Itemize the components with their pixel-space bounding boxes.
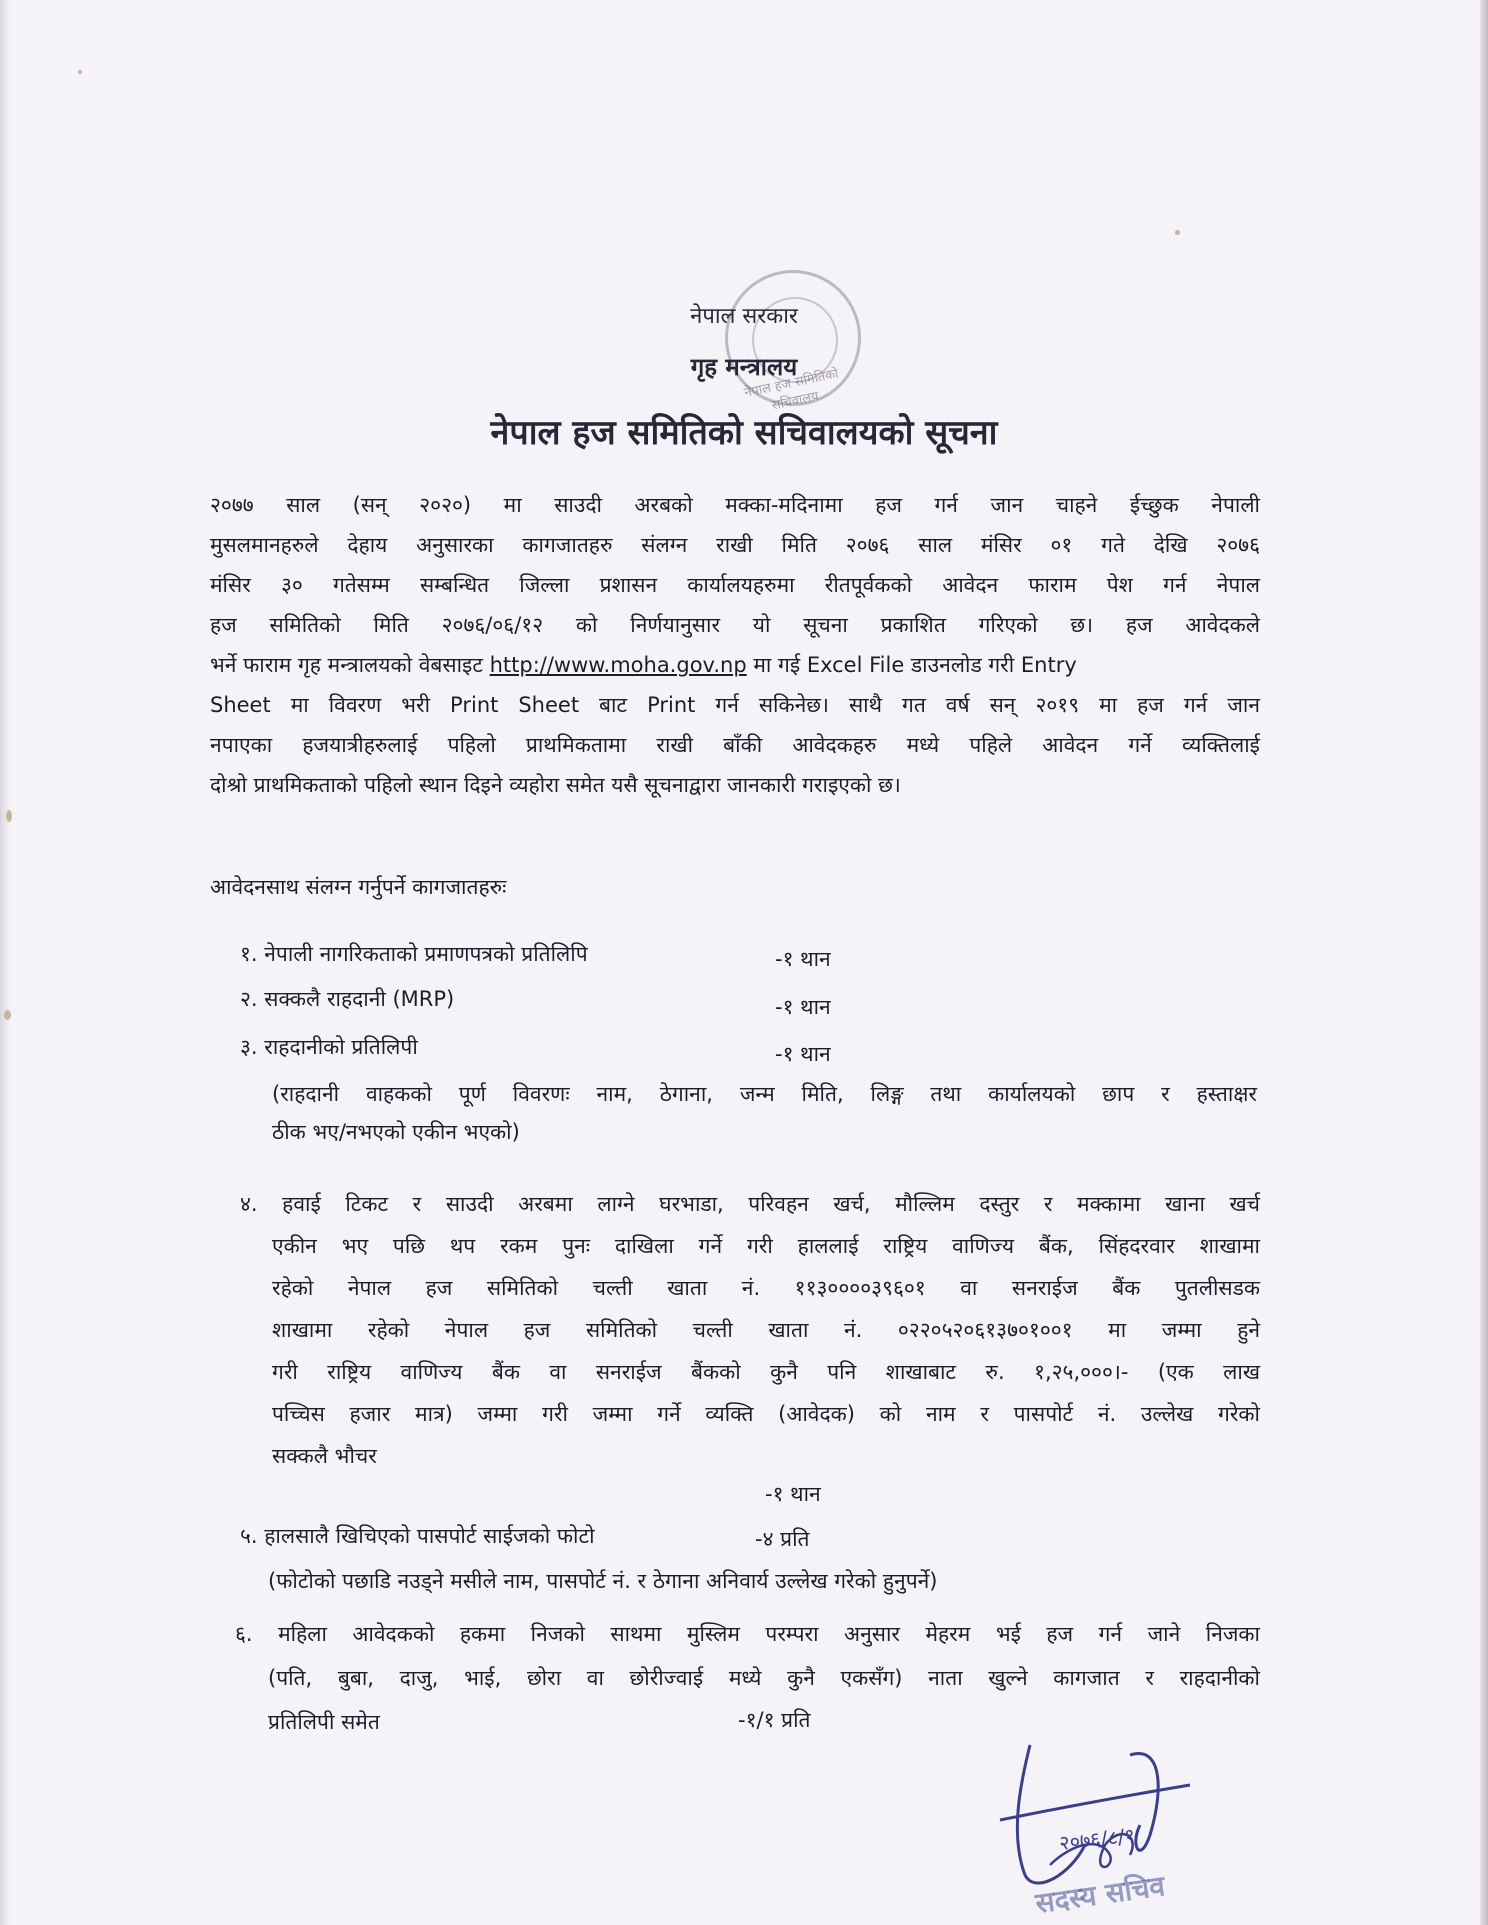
scan-speck [78,70,82,74]
intro-line: Sheet मा विवरण भरी Print Sheet बाट Print गर्न सकिनेछ। साथै गत वर्ष सन् २०१९ मा हज गर्न जान [210,693,1260,717]
intro-text: मा गई Excel File डाउनलोड गरी Entry [746,653,1077,677]
item-note [272,1075,1257,1151]
intro-line: मंसिर ३० गतेसम्म सम्बन्धित जिल्ला प्रशासन कार्यालयहरुमा रीतपूर्वकको आवेदन फाराम पेश गर्न नेपाल [210,573,1260,597]
note-line: ठीक भए/नभएको एकीन भएको) [272,1120,520,1144]
item-line: रहेको नेपाल हज समितिको चल्ती खाता नं. ११३००००३९६०१ वा सनराईज बैंक पुतलीसडक [272,1276,1260,1300]
signature-date: २०७६/८/१ [1058,1823,1136,1855]
list-item: २. सक्कलै राहदानी (MRP) [240,987,455,1011]
scan-right-edge [1480,0,1488,1925]
intro-text: भर्ने फाराम गृह मन्त्रालयको वेबसाइट [210,653,490,677]
item-four [240,1183,1260,1477]
intro-paragraph [210,485,1260,805]
scan-speck [6,810,12,822]
note-line: (राहदानी वाहकको पूर्ण विवरणः नाम, ठेगाना, जन्म मिति, लिङ्ग तथा कार्यालयको छाप र हस्ताक्षर [272,1082,1257,1106]
ministry-website-link[interactable]: http://www.moha.gov.np [489,653,747,677]
intro-line: नपाएका हजयात्रीहरुलाई पहिलो प्राथमिकतामा राखी बाँकी आवेदकहरु मध्ये पहिले आवेदन गर्ने व्यक्तिलाई [210,733,1260,757]
item-line: सक्कलै भौचर [272,1444,377,1468]
signatory-role: सदस्य सचिव [1033,1869,1167,1920]
seal-text: नेपाल हज समितिको सचिवालय [743,366,840,414]
item-note: (फोटोको पछाडि नउड्ने मसीले नाम, पासपोर्ट नं. र ठेगाना अनिवार्य उल्लेख गरेको हुनुपर्ने) [268,1569,938,1593]
item-quantity: -४ प्रति [755,1527,810,1551]
intro-line: दोश्रो प्राथमिकताको पहिलो स्थान दिइने व्यहोरा समेत यसै सूचनाद्वारा जानकारी गराइएको छ। [210,773,901,797]
item-quantity: -१ थान [775,1042,831,1066]
government-name: नेपाल सरकार [690,304,798,329]
item-line: शाखामा रहेको नेपाल हज समितिको चल्ती खाता नं. ०२२०५२०६१३७०१००१ मा जम्मा हुने [272,1318,1260,1342]
item-line: पच्चिस हजार मात्र) जम्मा गरी जम्मा गर्ने व्यक्ति (आवेदक) को नाम र पासपोर्ट नं. उल्लेख गरेको [272,1402,1260,1426]
scan-speck [4,1010,11,1020]
item-line: ६. महिला आवेदकको हकमा निजको साथमा मुस्लिम परम्परा अनुसार मेहरम भई हज गर्न जाने निजका [235,1622,1260,1646]
item-quantity: -१ थान [775,947,831,971]
item-quantity: -१ थान [775,995,831,1019]
item-line: प्रतिलिपी समेत [268,1710,380,1734]
ministry-name: गृह मन्त्रालय [690,353,798,381]
intro-line: हज समितिको मिति २०७६/०६/१२ को निर्णयानुसार यो सूचना प्रकाशित गरिएको छ। हज आवेदकले [210,613,1260,637]
intro-line: २०७७ साल (सन् २०२०) मा साउदी अरबको मक्का-मदिनामा हज गर्न जान चाहने ईच्छुक नेपाली [210,493,1260,517]
list-item: ३. राहदानीको प्रतिलिपी [240,1035,418,1059]
scan-speck [1175,230,1180,235]
list-item: ५. हालसालै खिचिएको पासपोर्ट साईजको फोटो [240,1524,595,1548]
list-item: १. नेपाली नागरिकताको प्रमाणपत्रको प्रतिलिपि [240,942,588,966]
scan-left-edge [0,0,10,1925]
intro-line: मुसलमानहरुले देहाय अनुसारका कागजातहरु संलग्न राखी मिति २०७६ साल मंसिर ०१ गते देखि २०७६ [210,533,1260,557]
notice-title: नेपाल हज समितिको सचिवालयको सूचना [490,413,998,453]
item-quantity: -१ थान [765,1482,821,1506]
documents-heading: आवेदनसाथ संलग्न गर्नुपर्ने कागजातहरुः [210,875,507,899]
item-line: (पति, बुबा, दाजु, भाई, छोरा वा छोरीज्वाई मध्ये कुनै एकसँग) नाता खुल्ने कागजात र राहदानीको [268,1666,1260,1690]
item-line: गरी राष्ट्रिय वाणिज्य बैंक वा सनराईज बैंकको कुनै पनि शाखाबाट रु. १,२५,०००।- (एक लाख [272,1360,1260,1384]
intro-line-url [210,645,1260,685]
item-line: एकीन भए पछि थप रकम पुनः दाखिला गर्ने गरी हाललाई राष्ट्रिय वाणिज्य बैंक, सिंहदरवार शाखामा [272,1234,1260,1258]
official-seal [725,270,861,414]
item-line: ४. हवाई टिकट र साउदी अरबमा लाग्ने घरभाडा, परिवहन खर्च, मौल्लिम दस्तुर र मक्कामा खाना खर्च [240,1192,1260,1216]
item-quantity: -१/१ प्रति [738,1708,811,1732]
